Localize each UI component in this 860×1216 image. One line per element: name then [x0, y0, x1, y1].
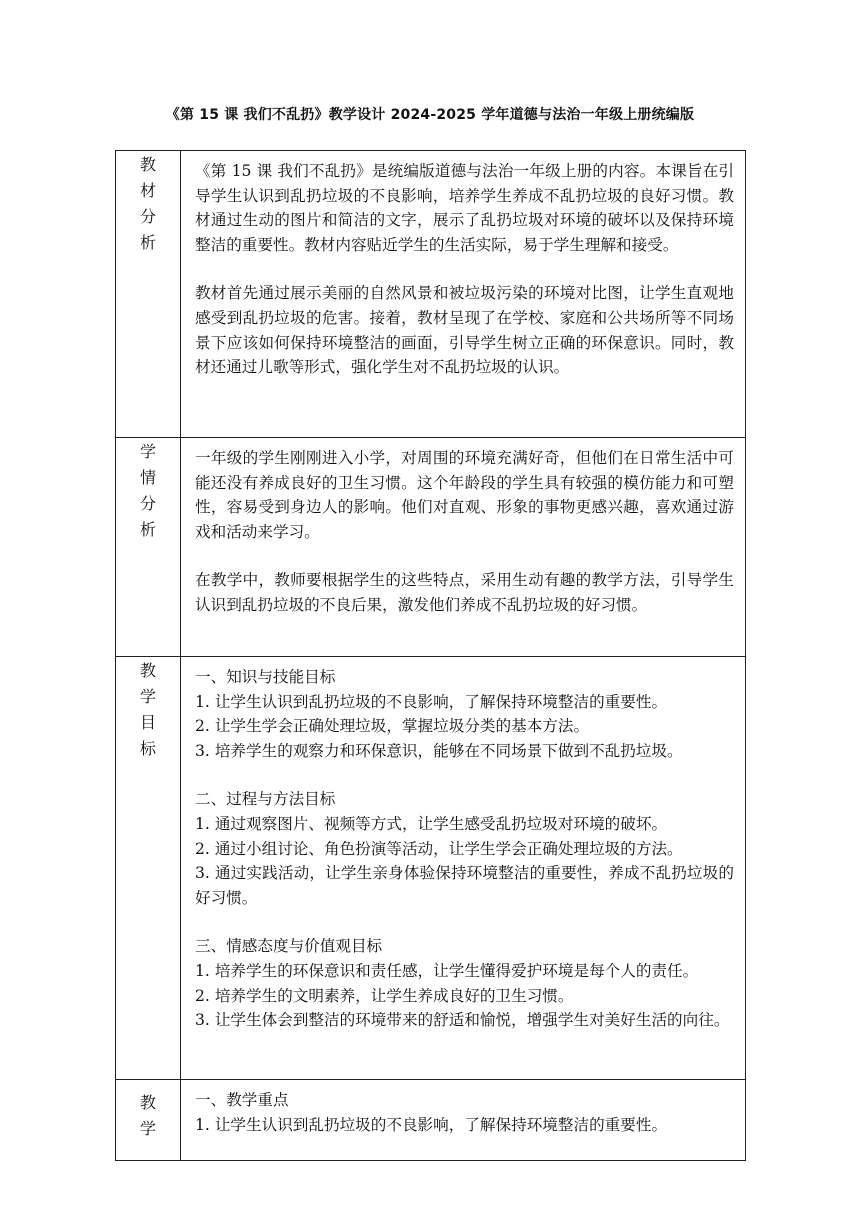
paragraph: 一年级的学生刚刚进入小学，对周围的环境充满好奇，但他们在日常生活中可能还没有养成良好的卫生习惯。这个年龄段的学生具有较强的模仿能力和可塑性，容易受到身边人的影响。他们对直观、形象的事物更感兴趣，喜欢通过游戏和活动来学习。	[195, 449, 734, 541]
row-label-teaching-focus: 教 学	[116, 1080, 181, 1161]
list-item: 1. 通过观察图片、视频等方式，让学生感受乱扔垃圾对环境的破坏。	[195, 814, 668, 833]
teaching-focus-content	[181, 1080, 746, 1161]
list-item: 3. 培养学生的观察力和环保意识，能够在不同场景下做到不乱扔垃圾。	[195, 741, 683, 760]
list-item: 3. 通过实践活动，让学生亲身体验保持环境整洁的重要性，养成不乱扔垃圾的好习惯。	[195, 864, 734, 907]
list-item: 2. 通过小组讨论、角色扮演等活动，让学生学会正确处理垃圾的方法。	[195, 839, 683, 858]
list-item: 1. 让学生认识到乱扔垃圾的不良影响，了解保持环境整洁的重要性。	[195, 692, 668, 711]
document-title: 《第 15 课 我们不乱扔》教学设计 2024-2025 学年道德与法治一年级上册统编版	[165, 107, 695, 123]
section-heading: 二、过程与方法目标	[195, 790, 336, 809]
paragraph: 《第 15 课 我们不乱扔》是统编版道德与法治一年级上册的内容。本课旨在引导学生认识到乱扔垃圾的不良影响，培养学生养成不乱扔垃圾的良好习惯。教材通过生动的图片和简洁的文字，展示了乱扔垃圾对环境的破坏以及保持环境整洁的重要性。教材内容贴近学生的生活实际，易于学生理解和接受。	[195, 162, 734, 254]
list-item: 1. 让学生认识到乱扔垃圾的不良影响，了解保持环境整洁的重要性。	[195, 1115, 668, 1134]
row-label-teaching-objectives: 教 学 目 标	[116, 657, 181, 1080]
list-item: 3. 让学生体会到整洁的环境带来的舒适和愉悦，增强学生对美好生活的向往。	[195, 1011, 730, 1030]
section-heading: 一、知识与技能目标	[195, 668, 336, 686]
paragraph: 教材首先通过展示美丽的自然风景和被垃圾污染的环境对比图，让学生直观地感受到乱扔垃圾的危害。接着，教材呈现了在学校、家庭和公共场所等不同场景下应该如何保持环境整洁的画面，引导学生树立正确的环保意识。同时，教材还通过儿歌等形式，强化学生对不乱扔垃圾的认识。	[195, 284, 734, 377]
list-item: 1. 培养学生的环保意识和责任感，让学生懂得爱护环境是每个人的责任。	[195, 961, 699, 980]
teaching-objectives-content	[181, 657, 746, 1080]
table-row	[116, 657, 746, 1080]
table-row	[116, 438, 746, 657]
table-row	[116, 151, 746, 438]
lesson-plan-table	[115, 150, 746, 1161]
list-item: 2. 培养学生的文明素养，让学生养成良好的卫生习惯。	[195, 986, 574, 1005]
list-item: 2. 让学生学会正确处理垃圾，掌握垃圾分类的基本方法。	[195, 717, 590, 736]
section-heading: 一、教学重点	[195, 1091, 289, 1109]
row-label-student-analysis: 学 情 分 析	[116, 438, 181, 657]
row-label-textbook-analysis: 教 材 分 析	[116, 151, 181, 438]
student-analysis-content	[181, 438, 746, 657]
textbook-analysis-content	[181, 151, 746, 438]
paragraph: 在教学中，教师要根据学生的这些特点，采用生动有趣的教学方法，引导学生认识到乱扔垃圾的不良后果，激发他们养成不乱扔垃圾的好习惯。	[195, 571, 734, 614]
section-heading: 三、情感态度与价值观目标	[195, 937, 383, 956]
table-row	[116, 1080, 746, 1161]
